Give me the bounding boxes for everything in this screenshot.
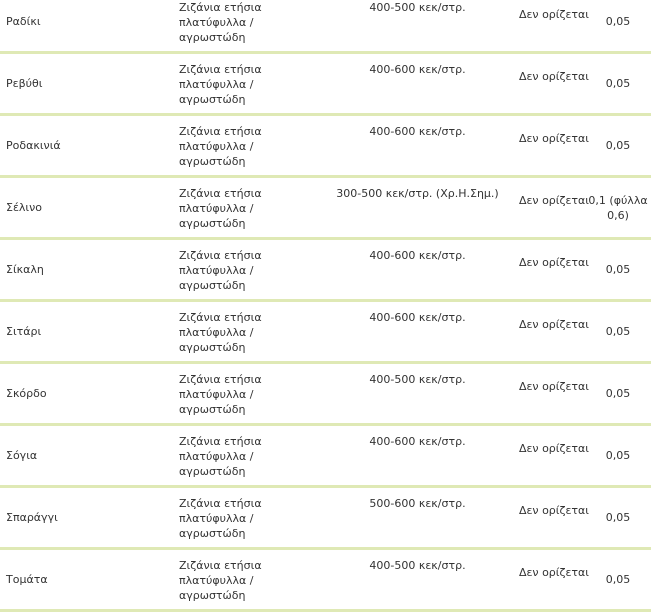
dose-cell: 400-600 κεκ/στρ. <box>369 435 466 448</box>
mrl-cell: 0,1 (φύλλα 0,6) <box>588 193 648 222</box>
crop-cell: Τομάτα <box>6 573 48 586</box>
crop-cell: Σόγια <box>6 449 38 462</box>
dose-cell: 300-500 κεκ/στρ. (Χρ.Η.Σημ.) <box>336 187 499 200</box>
target-cell: Ζιζάνια ετήσια πλατύφυλλα / αγρωστώδη <box>179 125 262 168</box>
target-cell: Ζιζάνια ετήσια πλατύφυλλα / αγρωστώδη <box>179 249 262 292</box>
phi-cell: Δεν ορίζεται <box>518 504 590 517</box>
target-cell: Ζιζάνια ετήσια πλατύφυλλα / αγρωστώδη <box>179 311 262 354</box>
phi-cell: Δεν ορίζεται <box>518 442 590 455</box>
mrl-cell: 0,05 <box>605 573 631 586</box>
dose-cell: 400-500 κεκ/στρ. <box>369 373 466 386</box>
mrl-cell: 0,05 <box>605 15 631 28</box>
phi-cell: Δεν ορίζεται <box>518 132 590 145</box>
dose-cell: 400-600 κεκ/στρ. <box>369 311 466 324</box>
mrl-cell: 0,05 <box>605 387 631 400</box>
crop-cell: Σέλινο <box>6 201 43 214</box>
table-row <box>0 54 651 116</box>
phi-cell: Δεν ορίζεται <box>518 566 590 579</box>
target-cell: Ζιζάνια ετήσια πλατύφυλλα / αγρωστώδη <box>179 1 262 44</box>
mrl-cell: 0,05 <box>605 139 631 152</box>
table-row <box>0 426 651 488</box>
target-cell: Ζιζάνια ετήσια πλατύφυλλα / αγρωστώδη <box>179 373 262 416</box>
dose-cell: 500-600 κεκ/στρ. <box>369 497 466 510</box>
crop-cell: Σιτάρι <box>6 325 42 338</box>
table-row <box>0 0 651 54</box>
mrl-cell: 0,05 <box>605 77 631 90</box>
phi-cell: Δεν ορίζεται <box>518 8 590 21</box>
crop-cell: Σίκαλη <box>6 263 44 276</box>
phi-cell: Δεν ορίζεται <box>518 256 590 269</box>
table-row <box>0 240 651 302</box>
dose-cell: 400-600 κεκ/στρ. <box>369 63 466 76</box>
table-row <box>0 116 651 178</box>
target-cell: Ζιζάνια ετήσια πλατύφυλλα / αγρωστώδη <box>179 497 262 540</box>
phi-cell: Δεν ορίζεται <box>518 380 590 393</box>
dose-cell: 400-500 κεκ/στρ. <box>369 559 466 572</box>
crop-cell: Σπαράγγι <box>6 511 58 524</box>
mrl-cell: 0,05 <box>605 449 631 462</box>
phi-cell: Δεν ορίζεται <box>518 70 590 83</box>
dose-cell: 400-600 κεκ/στρ. <box>369 249 466 262</box>
dose-cell: 400-500 κεκ/στρ. <box>369 1 466 14</box>
table-row <box>0 550 651 612</box>
target-cell: Ζιζάνια ετήσια πλατύφυλλα / αγρωστώδη <box>179 559 262 602</box>
target-cell: Ζιζάνια ετήσια πλατύφυλλα / αγρωστώδη <box>179 435 262 478</box>
mrl-cell: 0,05 <box>605 263 631 276</box>
mrl-cell: 0,05 <box>605 325 631 338</box>
dose-cell: 400-600 κεκ/στρ. <box>369 125 466 138</box>
phi-cell: Δεν ορίζεται <box>518 318 590 331</box>
crop-cell: Σκόρδο <box>6 387 47 400</box>
crop-cell: Ρεβύθι <box>6 77 43 90</box>
table-row <box>0 364 651 426</box>
phi-cell: Δεν ορίζεται <box>518 194 590 207</box>
table-row <box>0 178 651 240</box>
target-cell: Ζιζάνια ετήσια πλατύφυλλα / αγρωστώδη <box>179 187 262 230</box>
crop-cell: Ραδίκι <box>6 15 41 28</box>
table-row <box>0 302 651 364</box>
table-row <box>0 488 651 550</box>
target-cell: Ζιζάνια ετήσια πλατύφυλλα / αγρωστώδη <box>179 63 262 106</box>
crop-cell: Ροδακινιά <box>6 139 61 152</box>
mrl-cell: 0,05 <box>605 511 631 524</box>
